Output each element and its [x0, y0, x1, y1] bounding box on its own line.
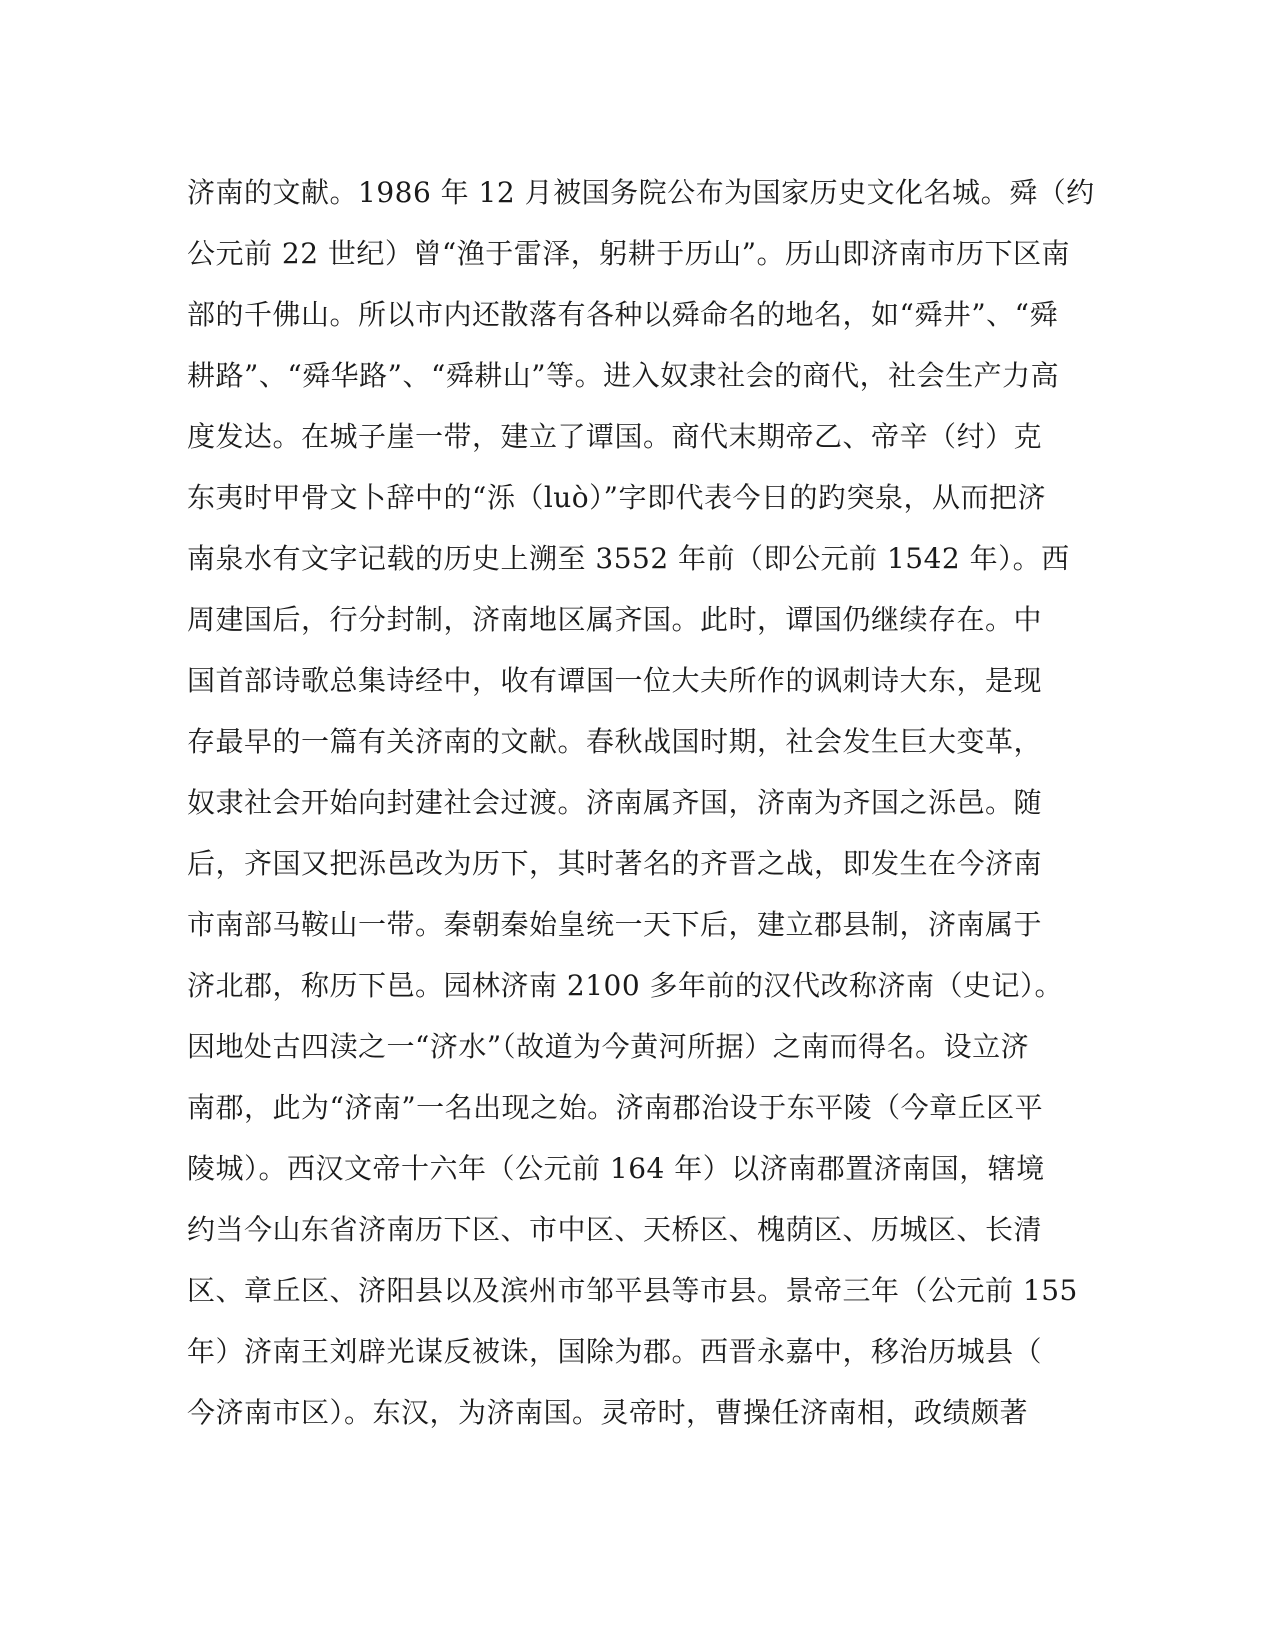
body-text	[187, 162, 1095, 1443]
text-line: 公元前 22 世纪）曾“渔于雷泽，躬耕于历山”。历山即济南市历下区南	[187, 237, 1071, 270]
text-line: 东夷时甲骨文卜辞中的“泺（luò）”字即代表今日的趵突泉，从而把济	[187, 481, 1046, 514]
text-line: 济北郡，称历下邑。园林济南 2100 多年前的汉代改称济南（史记）。	[187, 969, 1064, 1002]
text-line: 区、章丘区、济阳县以及滨州市邹平县等市县。景帝三年（公元前 155	[187, 1274, 1078, 1307]
text-line: 济南的文献。1986 年 12 月被国务院公布为国家历史文化名城。舜（约	[187, 176, 1095, 209]
text-line: 陵城）。西汉文帝十六年（公元前 164 年）以济南郡置济南国，辖境	[187, 1152, 1045, 1185]
text-line: 市南部马鞍山一带。秦朝秦始皇统一天下后，建立郡县制，济南属于	[187, 908, 1043, 941]
text-line: 南郡，此为“济南”一名出现之始。济南郡治设于东平陵（今章丘区平	[187, 1091, 1044, 1124]
text-line: 存最早的一篇有关济南的文献。春秋战国时期，社会发生巨大变革，	[187, 725, 1043, 758]
text-line: 因地处古四渎之一“济水”（故道为今黄河所据）之南而得名。设立济	[187, 1030, 1030, 1063]
text-line: 年）济南王刘辟光谋反被诛，国除为郡。西晋永嘉中，移治历城县（	[187, 1335, 1043, 1368]
text-line: 耕路”、“舜华路”、“舜耕山”等。进入奴隶社会的商代，社会生产力高	[187, 359, 1060, 392]
text-line: 约当今山东省济南历下区、市中区、天桥区、槐荫区、历城区、长清	[187, 1213, 1043, 1246]
text-line: 今济南市区）。东汉，为济南国。灵帝时，曹操任济南相，政绩颇著	[187, 1396, 1029, 1429]
text-line: 部的千佛山。所以市内还散落有各种以舜命名的地名，如“舜井”、“舜	[187, 298, 1058, 331]
text-line: 周建国后，行分封制，济南地区属齐国。此时，谭国仍继续存在。中	[187, 603, 1043, 636]
text-line: 后，齐国又把泺邑改为历下，其时著名的齐晋之战，即发生在今济南	[187, 847, 1043, 880]
text-line: 奴隶社会开始向封建社会过渡。济南属齐国，济南为齐国之泺邑。随	[187, 786, 1043, 819]
text-line: 南泉水有文字记载的历史上溯至 3552 年前（即公元前 1542 年）。西	[187, 542, 1070, 575]
text-line: 国首部诗歌总集诗经中，收有谭国一位大夫所作的讽刺诗大东，是现	[187, 664, 1043, 697]
text-line: 度发达。在城子崖一带，建立了谭国。商代末期帝乙、帝辛（纣）克	[187, 420, 1043, 453]
